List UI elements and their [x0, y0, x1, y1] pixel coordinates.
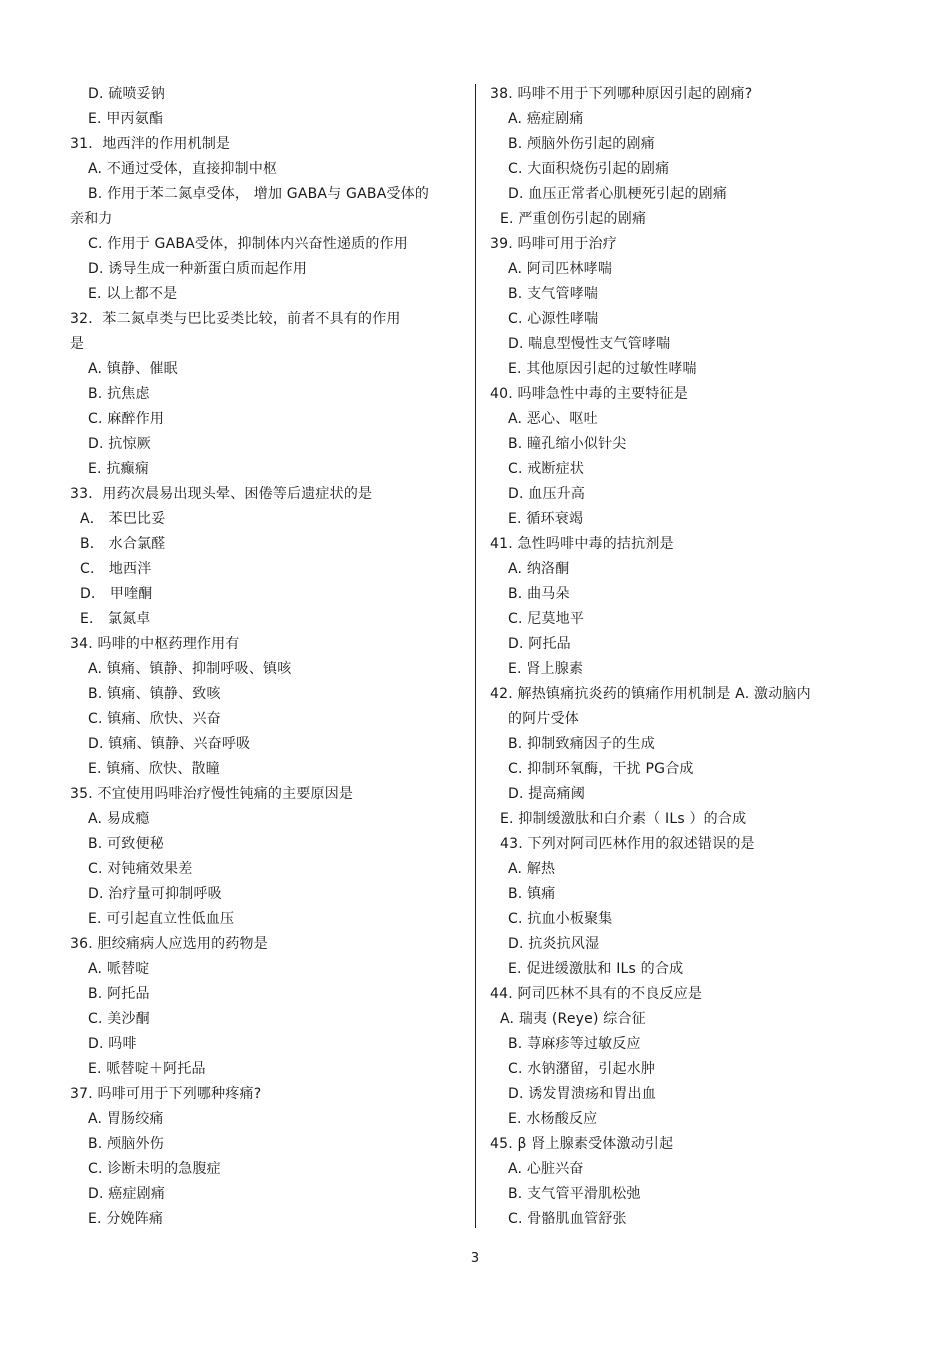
option-line: C. 抑制环氧酶，干扰 PG合成	[508, 761, 694, 777]
option-line: A. 纳洛酮	[508, 561, 570, 577]
option-line: C. 对钝痛效果差	[88, 861, 193, 877]
option-line: C. 戒断症状	[508, 461, 585, 477]
option-line: D. 诱发胃溃疡和胃出血	[508, 1086, 657, 1102]
option-line: D. 治疗量可抑制呼吸	[88, 886, 222, 902]
question-line: 45. β 肾上腺素受体激动引起	[490, 1136, 674, 1152]
option-line: E. 循环衰竭	[508, 511, 584, 527]
question-line: 42. 解热镇痛抗炎药的镇痛作用机制是 A. 激动脑内	[490, 686, 811, 702]
option-line: A. 哌替啶	[88, 961, 150, 977]
question-line: 38. 吗啡不用于下列哪种原因引起的剧痛?	[490, 86, 753, 102]
question-line: 41. 急性吗啡中毒的拮抗剂是	[490, 536, 674, 552]
option-line: E. 哌替啶＋阿托品	[88, 1061, 206, 1077]
option-line: E． 氯氮卓	[80, 611, 151, 627]
option-line: E. 抑制缓激肽和白介素（ ILs ）的合成	[500, 811, 747, 827]
option-line: E. 水杨酸反应	[508, 1111, 598, 1127]
option-line: D. 血压升高	[508, 486, 586, 502]
option-line: B. 瞳孔缩小似针尖	[508, 436, 627, 452]
option-line: A. 镇静、催眠	[88, 361, 178, 377]
option-line: A． 苯巴比妥	[80, 511, 166, 527]
option-line: B. 颅脑外伤	[88, 1136, 164, 1152]
option-line: E. 肾上腺素	[508, 661, 584, 677]
option-line: D. 硫喷妥钠	[88, 86, 166, 102]
option-line: C. 骨骼肌血管舒张	[508, 1211, 627, 1227]
option-line: A. 心脏兴奋	[508, 1161, 584, 1177]
option-line: B. 镇痛	[508, 886, 556, 902]
option-line: E. 镇痛、欣快、散瞳	[88, 761, 220, 777]
option-line: E. 甲丙氨酯	[88, 111, 164, 127]
option-line: B. 颅脑外伤引起的剧痛	[508, 136, 655, 152]
question-line: 32．苯二氮卓类与巴比妥类比较，前者不具有的作用	[70, 311, 401, 327]
option-line: 的阿片受体	[508, 711, 579, 727]
option-line: D. 诱导生成一种新蛋白质而起作用	[88, 261, 308, 277]
option-line: A. 瑞夷 (Reye) 综合征	[500, 1011, 646, 1027]
option-line: B. 支气管哮喘	[508, 286, 599, 302]
option-line: D. 血压正常者心肌梗死引起的剧痛	[508, 186, 728, 202]
question-line: 40. 吗啡急性中毒的主要特征是	[490, 386, 688, 402]
option-line: B. 抑制致痛因子的生成	[508, 736, 655, 752]
option-line: E. 分娩阵痛	[88, 1211, 164, 1227]
option-line: E. 促进缓激肽和 ILs 的合成	[508, 961, 684, 977]
option-line: B. 阿托品	[88, 986, 150, 1002]
option-line: A. 易成瘾	[88, 811, 150, 827]
left-column	[70, 82, 465, 1232]
question-line: 33．用药次晨易出现头晕、困倦等后遗症状的是	[70, 486, 373, 502]
option-line: E. 其他原因引起的过敏性哮喘	[508, 361, 697, 377]
option-line: E. 抗癫痫	[88, 461, 149, 477]
page-number: 3	[470, 1251, 480, 1266]
option-line: B. 曲马朵	[508, 586, 570, 602]
question-line: 36. 胆绞痛病人应选用的药物是	[70, 936, 268, 952]
question-line: 31．地西泮的作用机制是	[70, 136, 231, 152]
option-line: B. 支气管平滑肌松弛	[508, 1186, 641, 1202]
option-line: A. 不通过受体，直接抑制中枢	[88, 161, 278, 177]
option-line: C. 美沙酮	[88, 1011, 150, 1027]
option-line: C. 大面积烧伤引起的剧痛	[508, 161, 670, 177]
option-line: B. 镇痛、镇静、致咳	[88, 686, 221, 702]
option-line: D. 提高痛阈	[508, 786, 586, 802]
option-line: B. 抗焦虑	[88, 386, 150, 402]
option-line: D. 镇痛、镇静、兴奋呼吸	[88, 736, 251, 752]
option-line: C. 诊断未明的急腹症	[88, 1161, 221, 1177]
option-line: C. 镇痛、欣快、兴奋	[88, 711, 221, 727]
option-line: C. 尼莫地平	[508, 611, 585, 627]
option-line: E. 严重创伤引起的剧痛	[500, 211, 647, 227]
option-line: B. 荨麻疹等过敏反应	[508, 1036, 641, 1052]
option-line: D. 癌症剧痛	[88, 1186, 166, 1202]
question-line: 35. 不宜使用吗啡治疗慢性钝痛的主要原因是	[70, 786, 354, 802]
option-line: D. 抗炎抗风湿	[508, 936, 600, 952]
option-line: C. 水钠潴留，引起水肿	[508, 1061, 656, 1077]
option-line: A. 胃肠绞痛	[88, 1111, 164, 1127]
option-line: C. 作用于 GABA受体，抑制体内兴奋性递质的作用	[88, 236, 408, 252]
option-line: C． 地西泮	[80, 561, 152, 577]
question-line: 34. 吗啡的中枢药理作用有	[70, 636, 240, 652]
option-line: A. 癌症剧痛	[508, 111, 584, 127]
option-line: E. 以上都不是	[88, 286, 178, 302]
option-line: C. 抗血小板聚集	[508, 911, 613, 927]
option-line: D. 吗啡	[88, 1036, 137, 1052]
continuation-line: 是	[70, 336, 85, 352]
question-line: 44. 阿司匹林不具有的不良反应是	[490, 986, 703, 1002]
option-line: C. 心源性哮喘	[508, 311, 599, 327]
option-line: A. 恶心、呕吐	[508, 411, 598, 427]
option-line: A. 阿司匹林哮喘	[508, 261, 613, 277]
option-line: D. 抗惊厥	[88, 436, 151, 452]
option-line: 43. 下列对阿司匹林作用的叙述错误的是	[500, 836, 755, 852]
option-line: E. 可引起直立性低血压	[88, 911, 235, 927]
option-line: B. 可致便秘	[88, 836, 164, 852]
option-line: D. 阿托品	[508, 636, 571, 652]
option-line: A. 解热	[508, 861, 556, 877]
column-divider	[475, 84, 476, 1228]
option-line: B． 水合氯醛	[80, 536, 166, 552]
right-column	[490, 82, 890, 1232]
question-line: 39. 吗啡可用于治疗	[490, 236, 617, 252]
option-line: B. 作用于苯二氮卓受体， 增加 GABA与 GABA受体的	[88, 186, 430, 202]
continuation-line: 亲和力	[70, 211, 113, 227]
option-line: D． 甲喹酮	[80, 586, 153, 602]
option-line: D. 喘息型慢性支气管哮喘	[508, 336, 671, 352]
question-line: 37. 吗啡可用于下列哪种疼痛?	[70, 1086, 262, 1102]
option-line: C. 麻醉作用	[88, 411, 165, 427]
option-line: A. 镇痛、镇静、抑制呼吸、镇咳	[88, 661, 292, 677]
